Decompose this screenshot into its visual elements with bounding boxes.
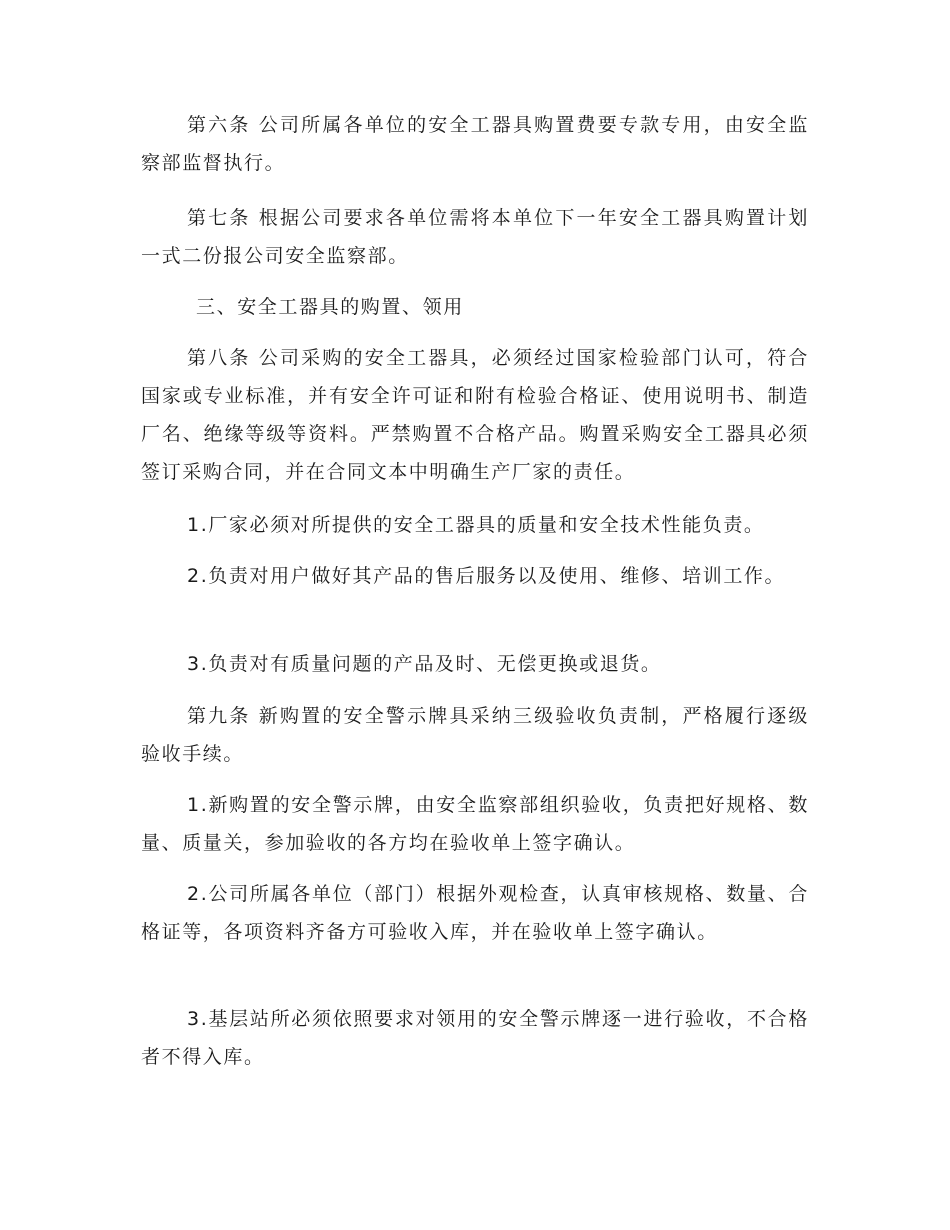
article-9-item-2: 2.公司所属各单位（部门）根据外观检查，认真审核规格、数量、合格证等，各项资料齐备方可验收入库，并在验收单上签字确认。 bbox=[141, 883, 809, 943]
article-8-item-2: 2.负责对用户做好其产品的售后服务以及使用、维修、培训工作。 bbox=[187, 565, 786, 587]
article-9-item-1: 1.新购置的安全警示牌，由安全监察部组织验收，负责把好规格、数量、质量关，参加验收的各方均在验收单上签字确认。 bbox=[141, 794, 809, 854]
article-9-paragraph: 第九条 新购置的安全警示牌具采纳三级验收负责制，严格履行逐级验收手续。 bbox=[141, 705, 809, 765]
article-7-paragraph: 第七条 根据公司要求各单位需将本单位下一年安全工器具购置计划一式二份报公司安全监察部。 bbox=[141, 207, 809, 267]
article-8-item-3: 3.负责对有质量问题的产品及时、无偿更换或退货。 bbox=[187, 653, 662, 675]
article-9-item-3: 3.基层站所必须依照要求对领用的安全警示牌逐一进行验收，不合格者不得入库。 bbox=[141, 1008, 809, 1068]
article-8-item-1: 1.厂家必须对所提供的安全工器具的质量和安全技术性能负责。 bbox=[187, 514, 765, 536]
section-3-heading: 三、安全工器具的购置、领用 bbox=[196, 296, 464, 318]
article-8-paragraph: 第八条 公司采购的安全工器具，必须经过国家检验部门认可，符合国家或专业标准，并有安全许可证和附有检验合格证、使用说明书、制造厂名、绝缘等级等资料。严禁购置不合格产品。购置采购安全工器具必须签订采购合同，并在合同文本中明确生产厂家的责任。 bbox=[141, 347, 809, 483]
article-6-paragraph: 第六条 公司所属各单位的安全工器具购置费要专款专用，由安全监察部监督执行。 bbox=[141, 114, 809, 174]
